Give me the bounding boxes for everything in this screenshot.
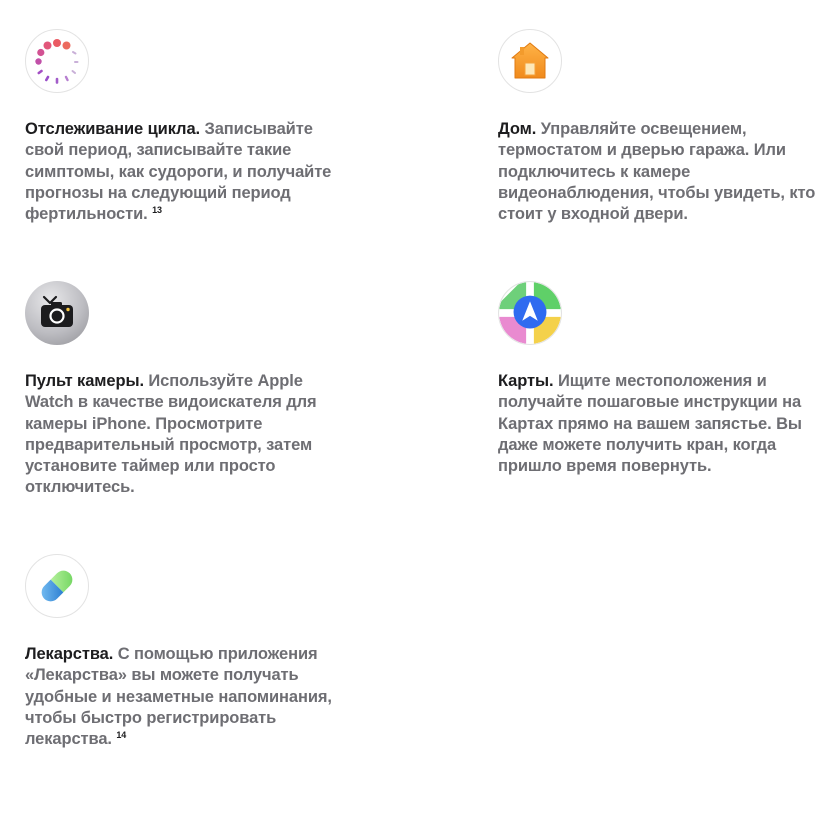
- feature-description: [25, 119, 355, 225]
- feature-maps: [498, 281, 828, 477]
- feature-body: Ищите местоположения и получайте пошаговые инструкции на Картах прямо на вашем запястье. Вы даже можете получить кран, когда пришло время повернуть.: [498, 372, 802, 476]
- feature-description: [498, 371, 828, 477]
- feature-title: Дом.: [498, 120, 537, 138]
- feature-description: [25, 644, 355, 750]
- feature-body: Управляйте освещением, термостатом и дверью гаража. Или подключитесь к камере видеонаблюдения, чтобы увидеть, кто стоит у входной двери.: [498, 120, 816, 224]
- feature-camera-remote: [25, 281, 355, 499]
- feature-description: [25, 371, 355, 499]
- footnote-link[interactable]: 14: [116, 730, 127, 741]
- feature-title: Лекарства.: [25, 645, 114, 663]
- cycle-tracking-icon: [25, 29, 89, 93]
- maps-icon: [498, 281, 562, 345]
- feature-description: [498, 119, 828, 225]
- camera-remote-icon: [25, 281, 89, 345]
- feature-body: С помощью приложения «Лекарства» вы можете получать удобные и незаметные напоминания, чтобы быстро регистрировать лекарства.: [25, 645, 332, 749]
- feature-body: Записывайте свой период, записывайте такие симптомы, как судороги, и получайте прогнозы на следующий период фертильности.: [25, 120, 332, 224]
- feature-title: Пульт камеры.: [25, 372, 144, 390]
- feature-cycle-tracking: [25, 29, 355, 225]
- footnote-link[interactable]: 13: [152, 205, 162, 216]
- feature-body: Используйте Apple Watch в качестве видоискателя для камеры iPhone. Просмотрите предварительный просмотр, затем установите таймер или просто отключитесь.: [25, 372, 317, 497]
- home-icon: [498, 29, 562, 93]
- feature-title: Карты.: [498, 372, 554, 390]
- feature-home: [498, 29, 828, 225]
- feature-medications: [25, 554, 355, 750]
- feature-title: Отслеживание цикла.: [25, 120, 200, 138]
- medications-icon: [25, 554, 89, 618]
